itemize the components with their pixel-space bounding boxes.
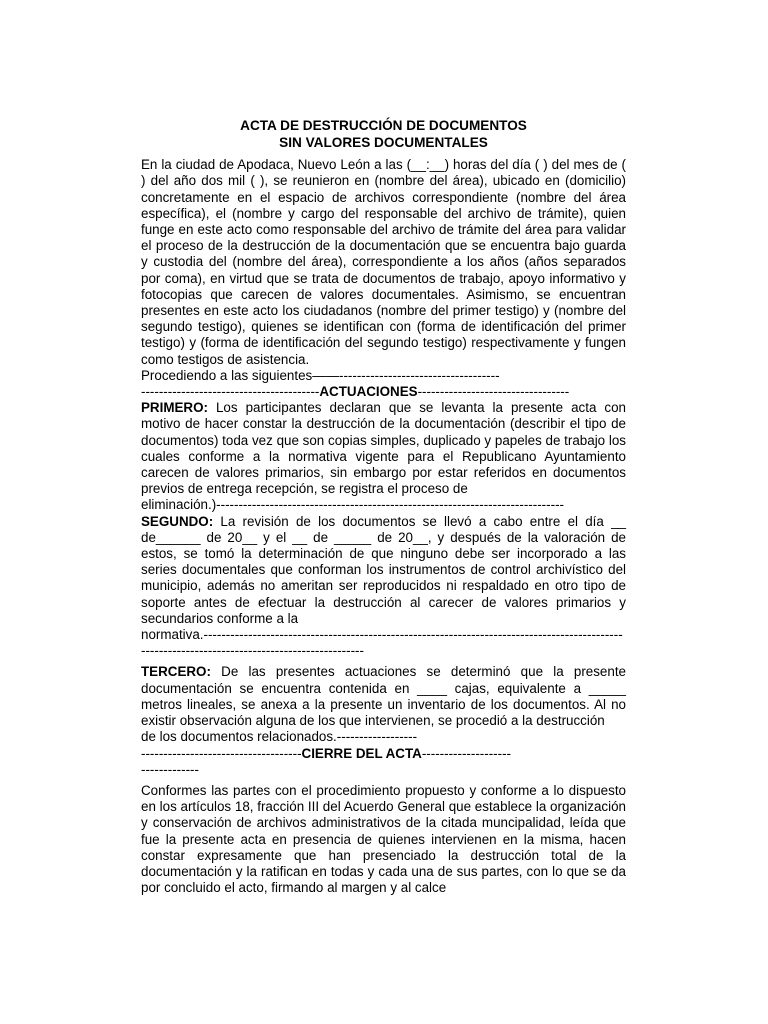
actuaciones-label: ACTUACIONES xyxy=(319,384,418,400)
tercero-label: TERCERO: xyxy=(141,664,211,680)
cierre-heading xyxy=(141,746,626,762)
intro-paragraph: En la ciudad de Apodaca, Nuevo León a las (__:__) horas del día ( ) del mes de ( ) del año dos mil ( ), se reunieron en (nombre del área), ubicado en (domicilio) concretamente en el espacio de archivos correspondiente (nombre del área específica), el (nombre y cargo del responsable del archivo de trámite), quien funge en este acto como responsable del archivo de trámite del área para validar el proceso de la destrucción de la documentación que se encuentra bajo guarda y custodia del (nombre del área), correspondiente a los años (años separados por coma), en virtud que se trata de documentos de trabajo, apoyo informativo y fotocopias que carecen de valores documentales. Asimismo, se encuentran presentes en este acto los ciudadanos (nombre del primer testigo) y (nombre del segundo testigo), quienes se identifican con (forma de identificación del primer testigo) y (forma de identificación del segundo testigo) respectivamente y fungen como testigos de asistencia. xyxy=(141,157,626,367)
document-title xyxy=(141,118,626,151)
primero-last-line: eliminación.)------------------------------------------------------------------------------ xyxy=(141,497,564,513)
tercero-last-line: de los documentos relacionados.------------------ xyxy=(141,729,418,745)
segundo-continuation-line: -------------------------------------------------- xyxy=(141,643,364,659)
cierre-dashes-left: ------------------------------------ xyxy=(141,745,302,761)
cierre-label: CIERRE DEL ACTA xyxy=(301,745,422,761)
segundo-label: SEGUNDO: xyxy=(141,513,214,529)
tercero-paragraph xyxy=(141,664,626,729)
actuaciones-dashes-left: ---------------------------------------- xyxy=(141,384,320,400)
tercero-text: De las presentes actuaciones se determinó que la presente documentación se encuentra contenida en ____ cajas, equivalente a _____ metros lineales, se anexa a la presente un inventario de los documentos. Al no existir observación alguna de los que intervienen, se procedió a la destrucción xyxy=(141,664,626,729)
segundo-text: La revisión de los documentos se llevó a cabo entre el día __ de______ de 20__ y el __ de _____ de 20__, y después de la valoración de estos, se tomó la determinación de que ninguno debe ser incorporado a las series documentales que conforman los instrumentos de control archivístico del municipio, además no ameritan ser reproducidos ni respaldado en otro tipo de soporte antes de efectuar la destrucción al carecer de valores primarios y secundarios conforme a la xyxy=(141,513,626,626)
primero-label: PRIMERO: xyxy=(141,400,208,416)
segundo-paragraph xyxy=(141,514,626,627)
primero-text: Los participantes declaran que se levanta la presente acta con motivo de hacer constar la destrucción de la documentación (describir el tipo de documentos) toda vez que son copias simples, duplicado y papeles de trabajo los cuales conforme a la normativa vigente para el Republicano Ayuntamiento carecen de valores primarios, sin embargo por estar referidos en documentos previos de entrega recepción, se registra el proceso de xyxy=(141,400,626,497)
document-body xyxy=(141,118,626,896)
segundo-last-line: normativa.---------------------------------------------------------------------------------------------- xyxy=(141,627,623,643)
actuaciones-heading xyxy=(141,384,626,400)
cierre-dashes-right: -------------------- xyxy=(421,745,511,761)
closing-paragraph: Conformes las partes con el procedimiento propuesto y conforme a lo dispuesto en los artículos 18, fracción III del Acuerdo General que establece la organización y conservación de archivos administrativos de la citada muncipalidad, leída que fue la presente acta en presencia de quienes intervienen en la misma, hacen constar expresamente que han presenciado la destrucción total de la documentación y la ratifican en todas y cada una de sus partes, con lo que se da por concluido el acto, firmando al margen y al calce xyxy=(141,782,626,896)
intro-last-line: Procediendo a las siguientes——------------------------------------ xyxy=(141,367,500,383)
actuaciones-dashes-right: ---------------------------------- xyxy=(417,384,570,400)
primero-paragraph xyxy=(141,400,626,497)
cierre-continuation-line: ------------- xyxy=(141,761,199,777)
title-line-1: ACTA DE DESTRUCCIÓN DE DOCUMENTOS xyxy=(240,118,527,133)
title-line-2: SIN VALORES DOCUMENTALES xyxy=(279,134,488,150)
